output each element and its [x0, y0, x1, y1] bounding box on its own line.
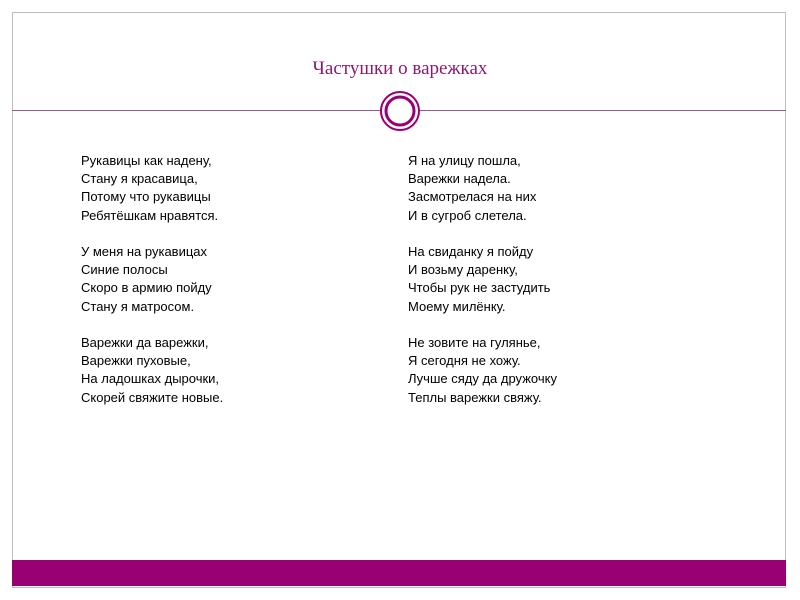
poem-column-right — [408, 152, 557, 425]
bottom-accent-bar — [12, 560, 786, 586]
stanza — [408, 334, 557, 407]
poem-line: Теплы варежки свяжу. — [408, 389, 542, 405]
poem-line: На ладошках дырочки, — [81, 371, 220, 387]
poem-line: На свиданку я пойду — [408, 244, 534, 259]
stanza — [81, 152, 223, 225]
poem-line: Скорей свяжите новые. — [81, 389, 224, 405]
poem-line: Рукавицы как надену, — [81, 153, 212, 168]
poem-line: Варежки да варежки, — [81, 335, 209, 350]
poem-column-left — [81, 152, 223, 425]
circle-ornament-icon — [379, 90, 421, 132]
stanza — [81, 334, 223, 407]
stanza — [408, 152, 557, 225]
poem-line: Стану я матросом. — [81, 298, 195, 314]
poem-line: У меня на рукавицах — [81, 244, 208, 259]
poem-line: И возьму даренку, — [408, 262, 518, 278]
poem-line: Варежки пуховые, — [81, 353, 191, 369]
poem-line: Варежки надела. — [408, 171, 511, 187]
poem-line: Я сегодня не хожу. — [408, 353, 521, 369]
poem-line: Потому что рукавицы — [81, 189, 211, 205]
poem-line: Засмотрелася на них — [408, 189, 537, 205]
stanza — [81, 243, 223, 316]
poem-line: Скоро в армию пойду — [81, 280, 212, 296]
poem-line: Синие полосы — [81, 262, 168, 278]
poem-line: Чтобы рук не застудить — [408, 280, 551, 296]
poem-line: Лучше сяду да дружочку — [408, 371, 557, 387]
stanza — [408, 243, 557, 316]
poem-line: Ребятёшкам нравятся. — [81, 207, 219, 223]
poem-line: И в сугроб слетела. — [408, 207, 527, 223]
slide-title: Частушки о варежках — [312, 58, 488, 79]
poem-line: Не зовите на гулянье, — [408, 335, 541, 350]
poem-line: Моему милёнку. — [408, 298, 506, 314]
poem-line: Я на улицу пошла, — [408, 153, 521, 168]
divider-left — [12, 110, 381, 111]
divider-right — [419, 110, 786, 111]
poem-line: Стану я красавица, — [81, 171, 198, 187]
